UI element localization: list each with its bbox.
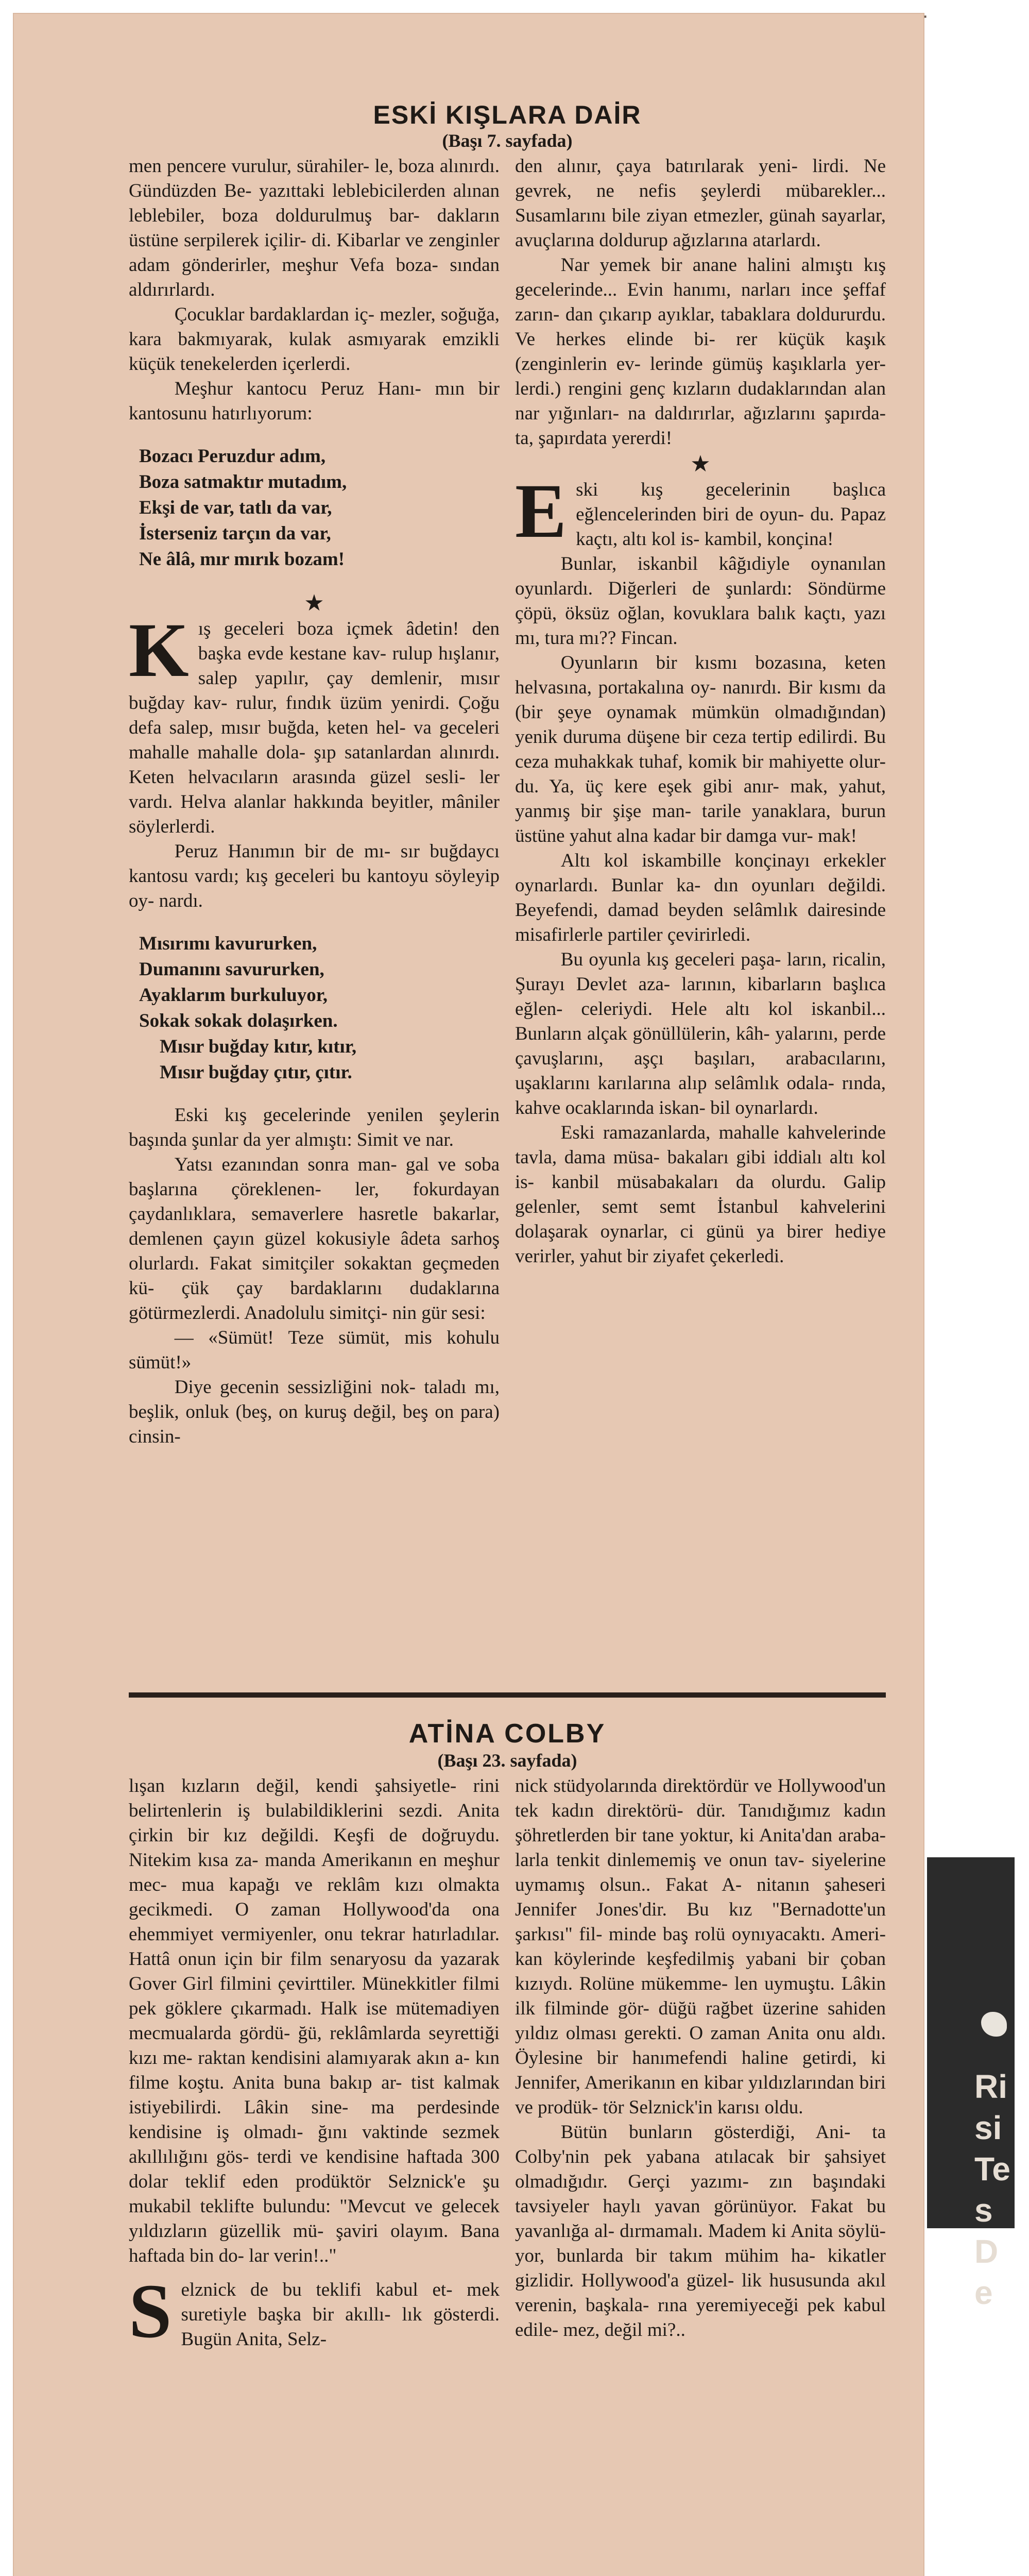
paragraph: ış geceleri boza içmek âdetin! den başka evde kestane kav- rulup hışlanır, salep yapılır, çay demlenir, mısır buğday kav- rulur, fındık üzüm yenirdi. Çoğu defa salep, mısır buğda, keten hel- va geceleri mahalle mahalle dola- şıp satanlardan alınırdı. Keten helvacıların arasında güzel sesli- ler vardı. Helva alanlar hakkında beyitler, mâniler söylerlerdi.	[129, 618, 500, 837]
article-eski-kislara-dair	[129, 100, 886, 1449]
verse-line: Mısır buğday çıtır, çıtır.	[160, 1062, 352, 1083]
verse-line: Mısırımı kavururken,	[139, 933, 317, 954]
verse-line: Boza satmaktır mutadım,	[139, 471, 347, 493]
paragraph: Bunlar, iskanbil kâğıdiyle oynanılan oyunlardı. Diğerleri de şunlardı: Söndürme çöpü, öksüz oğlan, kovuklara balık kaçtı, yazı mı, tura mı?? Fincan.	[515, 553, 886, 649]
paragraph: Peruz Hanımın bir de mı- sır buğdaycı kantosu vardı; kış geceleri bu kantoyu söyleyip oy- nardı.	[129, 841, 500, 911]
article-divider-rule	[129, 1692, 886, 1698]
paragraph: Eski ramazanlarda, mahalle kahvelerinde tavla, dama müsa- bakaları gibi iddialı altı kol is- kanbil müsabakaları da olurdu. Galip gelenler, semt semt İstanbul kahvelerini dolaşarak oynarlar, ci günü ya birer hediye verirler, yahut bir ziyafet çekerledi.	[515, 1122, 886, 1267]
edge-fragment: Ri	[974, 2068, 1007, 2105]
paragraph: lışan kızların değil, kendi şahsiyetle- rini belirtenlerin iş bulabildiklerini sezdi. Anita çirkin bir kız değildi. Keşfi de doğruydu. Nitekim kısa za- manda Amerikanın en meşhur mec- mua kapağı ve reklâm kızı olmakta gecikmedi. O zaman Hollywood'da ona ehemmiyet vermiyenler, onu tekrar hatırladılar. Hattâ onun için bir film senaryosu da yazarak Gover Girl filmini çevirttiler. Münekkitler filmi pek göklere çıkarmadı. Halk ise mütemadiyen mecmualarda gördü- ğü, reklâmlarda seyrettiği kızı me- raktan kendisini alamıyarak akın a- kın filme koştu. Anita buna bakıp ar- tist kalmak istiyebilirdi. Lâkin sine- ma perdesinde kendisine iş olmadı- ğını vaktinde sezmek akıllılığını gös- terdi ve kendisine haftada 300 dolar teklif eden prodüktör Selznick'e şu mukabil teklifte bulundu: "Mevcut ve gelecek yıldızların güzellik mü- şaviri olayım. Bana haftada bin do- lar verin!.."	[129, 1775, 500, 2266]
dropcap: E	[515, 468, 567, 554]
right-column	[515, 154, 886, 1449]
paragraph: Bu oyunla kış geceleri paşa- ların, ricalin, Şurayı Devlet aza- larının, kibarların başlıca eğlen- celeriydi. Hele altı kol iskanbil... Bunların alçak gönüllülerin, kâh- yalarını, perde çavuşlarını, aşçı başıları, arabacılarını, uşaklarını karılarına alıp selâmlık odala- rında, kahve ocaklarında iskan- bil oynarlardı.	[515, 949, 886, 1118]
dropcap: S	[129, 2268, 172, 2354]
right-column	[515, 1774, 886, 2352]
paragraph: nick stüdyolarında direktördür ve Hollywood'un tek kadın direktörü- dür. Tanıdığımız kadın şöhretlerden bir tane yoktur, ki Anita'dan araba- larla tenkit dinlememiş ve onun tav- siyelerine uymamış olsun.. Fakat A- nitanın şaheseri Jennifer Jones'dir. Bu kız "Bernadotte'un şarkısı" fil- minde baş rolü oynıyacaktı. Ameri- kan köylerinde keşfedilmiş yabani bir çoban kızıydı. Rolüne mükemme- len uymuştu. Lâkin ilk filminde gör- düğü rağbet üzerine sahiden yıldız olması gerekti. O zaman Anita onu aldı. Öylesine bir hanımefendi haline getirdi, ki Jennifer, Amerikanın en kibar yıldızlarından biri ve prodük- tör Selznick'in karısı oldu.	[515, 1775, 886, 2118]
star-icon: ★	[304, 590, 324, 616]
paragraph: Yatsı ezanından sonra man- gal ve soba başlarına çöreklenen- ler, fokurdayan çaydanlıklara, semaverlere hasretle bakarlar, demlenen çayın güzel kokusiyle âdeta sarhoş olurlardı. Fakat simitçiler sokaktan geçmeden kü- çük çay bardaklarını dudaklarına götürmezlerdi. Anadolulu simitçi- nin gür sesi:	[129, 1154, 500, 1324]
paragraph: Altı kol iskambille konçinayı erkekler oynarlardı. Bunlar ka- dın oyunları değildi. Beyefendi, damad beyden selâmlık dairesinde misafirlerle partiler çevirirledi.	[515, 850, 886, 945]
paragraph: — «Sümüt! Teze sümüt, mis kohulu sümüt!»	[129, 1327, 500, 1373]
continuation-note: (Başı 23. sayfada)	[437, 1750, 577, 1771]
verse-line: Mısır buğday kıtır, kıtır,	[160, 1036, 357, 1057]
edge-fragment: s	[974, 2192, 993, 2229]
adjacent-clipping-text	[974, 2066, 1010, 2313]
paragraph: Bütün bunların gösterdiği, Ani- ta Colby'nin pek yabana atılacak bir şahsiyet olmadığıdır. Gerçi yazımı- zın başındaki tavsiyeler haylı yavan görünüyor. Fakat bu yavanlığa al- dırmamalı. Madem ki Anita söylü- yor, bunlarda bir takım mühim ha- kikatler gizlidir. Hollywood'a güzel- lik hususunda akıl verenin, başkala- rına yeremiyeceği pek kabul edile- mez, değil mi?..	[515, 2122, 886, 2341]
paragraph: Nar yemek bir anane halini almıştı kış gecelerinde... Evin hanımı, narları ince şeffaf zarın- dan çıkarıp ayıklar, tabaklara doldururdu. Ve herkes elinde bi- rer küçük kaşık (zenginlerin ev- lerinde gümüş kaşıklarla yer- lerdi.) rengini genç kızların dudaklarından alan nar yığınları- na daldırırlar, ağızlarını şapırda- ta, şapırdata yererdi!	[515, 255, 886, 449]
verse-line: Sokak sokak dolaşırken.	[139, 1010, 338, 1031]
paragraph: Diye gecenin sessizliğini nok- taladı mı, beşlik, onluk (beş, on kuruş değil, beş on para) cinsin-	[129, 1377, 500, 1447]
paragraph: men pencere vurulur, sürahiler- le, boza alınırdı. Gündüzden Be- yazıttaki leblebicilerden alınan leblebiler, boza doldurulmuş bar- dakların üstüne serpilerek içilir- di. Kibarlar ve zenginler adam gönderirler, meşhur Vefa boza- sından aldırırlardı.	[129, 156, 500, 300]
dropcap: K	[129, 607, 189, 693]
verse-line: Bozacı Peruzdur adım,	[139, 446, 326, 467]
article-title: ATİNA COLBY	[408, 1719, 606, 1749]
paragraph: elznick de bu teklifi kabul et- mek suretiyle başka bir akıllı- lık gösterdi. Bugün Anita, Selz-	[181, 2279, 500, 2350]
verse-line: Ekşi de var, tatlı da var,	[139, 497, 332, 518]
left-column	[129, 154, 500, 1449]
star-icon: ★	[690, 451, 711, 477]
left-column	[129, 1774, 500, 2352]
verse-misir	[139, 931, 500, 1086]
paragraph: Çocuklar bardaklardan iç- mezler, soğuğa, kara bakmıyarak, kulak asmıyarak emzikli küçük tenekelerden içerlerdi.	[129, 304, 500, 375]
paragraph: Meşhur kantocu Peruz Hanı- mın bir kantosunu hatırlıyorum:	[129, 378, 500, 424]
paragraph: ski kış gecelerinin başlıca eğlencelerinden biri de oyun- du. Papaz kaçtı, altı kol is- kambil, konçina!	[576, 479, 886, 550]
article-title: ESKİ KIŞLARA DAİR	[373, 100, 642, 129]
continuation-note: (Başı 7. sayfada)	[442, 130, 573, 151]
edge-fragment: si	[974, 2109, 1002, 2146]
edge-fragment: D	[974, 2233, 999, 2270]
article-atina-colby	[129, 1718, 886, 2352]
paragraph: Eski kış gecelerinde yenilen şeylerin başında şunlar da yer almıştı: Simit ve nar.	[129, 1105, 500, 1150]
verse-boza	[139, 444, 500, 572]
verse-line: İsterseniz tarçın da var,	[139, 523, 331, 544]
paragraph: Oyunların bir kısmı bozasına, keten helvasına, portakalına oy- nanırdı. Bir kısmı da (bir şeye oynamak mümkün olmadığından) yenik duruma düşene bir ceza tertip edilirdi. Bu ceza muhakkak tuhaf, komik bir mahiyette olur- du. Ya, üç kere eşek gibi anır- mak, yahut, yanmış bir şişe man- tarile yanaklara, burun üstüne yahut alna kadar bir damga vur- mak!	[515, 652, 886, 846]
verse-line: Ayaklarım burkuluyor,	[139, 985, 328, 1006]
verse-line: Dumanını savururken,	[139, 959, 324, 980]
pencil-mark: ·	[922, 4, 929, 27]
verse-line: Ne âlâ, mır mırık bozam!	[139, 549, 345, 570]
edge-fragment: e	[974, 2274, 993, 2311]
edge-fragment: Te	[974, 2150, 1010, 2188]
paragraph: den alınır, çaya batırılarak yeni- lirdi. Ne gevrek, ne nefis şeylerdi mübarekler... Susamlarını bile ziyan etmezler, günah sayarlar, avuçlarına doldurup ağızlarına atarlardı.	[515, 156, 886, 251]
